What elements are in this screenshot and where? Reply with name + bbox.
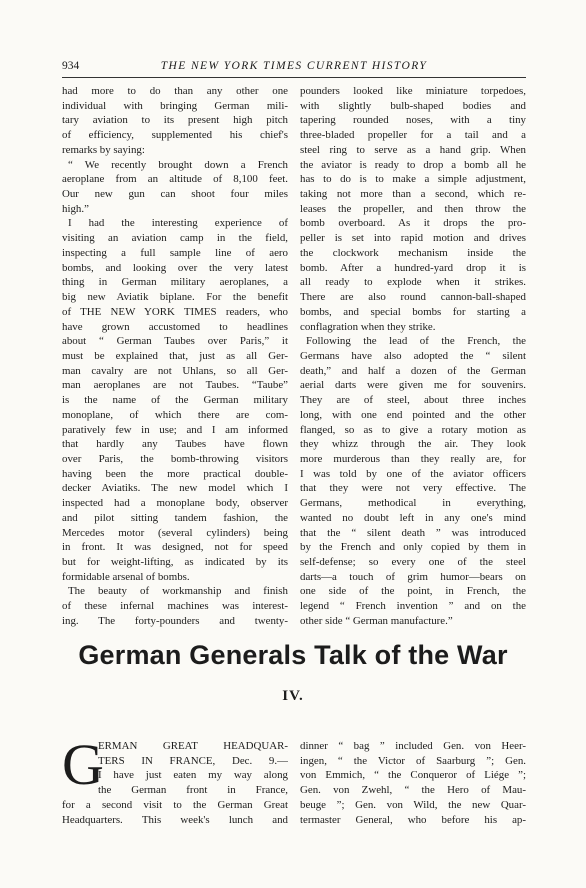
text-line: must be explained that, just as all Ger- bbox=[62, 349, 288, 362]
text-line: termaster General, who before his ap- bbox=[300, 813, 526, 826]
text-line: one side of the point, in French, the bbox=[300, 585, 526, 598]
text-line: is the name of the German military bbox=[62, 394, 288, 407]
text-line: Germans, methodical in everything, bbox=[300, 497, 526, 510]
text-line: pounders looked like miniature torpedoes, bbox=[300, 85, 526, 97]
text-line: death,” and half a dozen of the German bbox=[300, 364, 526, 377]
text-line: for a second visit to the German Great bbox=[62, 798, 288, 811]
running-head bbox=[62, 58, 526, 74]
text-line: that they were not very effective. The bbox=[300, 482, 526, 495]
left-column bbox=[62, 84, 288, 629]
text-line: thing in German military aeroplanes, a bbox=[62, 276, 288, 289]
text-line: legend “ French invention ” and on the bbox=[300, 600, 526, 613]
text-line: von Emmich, “ the Conqueror of Liége ”; bbox=[300, 769, 526, 782]
article-headline: German Generals Talk of the War bbox=[78, 640, 508, 670]
text-line: taking not more than a second, which re- bbox=[300, 188, 526, 201]
text-line: all ready to explode when it strikes. bbox=[300, 276, 526, 289]
page-number: 934 bbox=[62, 60, 80, 72]
text-line: monoplane, of which there are com- bbox=[62, 408, 288, 421]
text-line: that hardly any Taubes have flown bbox=[62, 438, 288, 451]
text-line: paratively few in use; and I am informed bbox=[62, 423, 288, 436]
text-line: flanged, so as to give a rotary motion as bbox=[300, 423, 526, 436]
text-line: inspected had a monoplane body, observer bbox=[62, 497, 288, 510]
text-line: bomb. After a hundred-yard drop it is bbox=[300, 261, 526, 274]
text-line: of these infernal machines was interest- bbox=[62, 600, 288, 613]
text-line: There are also round cannon-ball-shaped bbox=[300, 291, 526, 304]
text-line: man cavalry are not Uhlans, so all Ger- bbox=[62, 364, 288, 377]
text-line: of efficiency, supplemented his chief's bbox=[62, 129, 288, 142]
journal-title: THE NEW YORK TIMES CURRENT HISTORY bbox=[160, 60, 428, 72]
text-line: Following the lead of the French, the bbox=[306, 335, 526, 348]
text-line: formidable arsenal of bombs. bbox=[62, 570, 190, 583]
text-line: high.” bbox=[62, 202, 89, 215]
text-line: Our new gun can shoot four miles bbox=[62, 188, 288, 201]
article-continuation-lines bbox=[62, 798, 288, 827]
text-line: visiting an aviation camp in the field, bbox=[62, 232, 288, 245]
text-line: man aeroplanes are not Taubes. “Taube” bbox=[62, 379, 288, 392]
text-line: peller is set into rapid motion and drives bbox=[300, 232, 526, 245]
text-line: the aviator is ready to drop a bomb all he bbox=[300, 158, 526, 171]
article-right-column bbox=[300, 739, 526, 827]
text-line: beuge ”; Gen. von Wild, the new Quar- bbox=[300, 798, 526, 811]
text-line: Gen. von Zwehl, “ the Hero of Mau- bbox=[300, 784, 526, 797]
text-line: TERS IN FRANCE, Dec. 9.— bbox=[98, 754, 288, 767]
text-line: but for weight-lifting, as indicated by its bbox=[62, 556, 288, 568]
drop-cap: G bbox=[62, 732, 104, 797]
text-line: dinner “ bag ” included Gen. von Heer- bbox=[300, 740, 526, 752]
text-line: three-bladed propeller for a tail and a bbox=[300, 129, 526, 142]
text-line: aeroplane from an altitude of 8,100 feet. bbox=[62, 173, 288, 186]
text-line: of THE NEW YORK TIMES readers, who bbox=[62, 305, 288, 318]
text-line: darts—a touch of grim humor—bears on bbox=[300, 570, 526, 583]
text-line: bombs, and looking over the very latest bbox=[62, 261, 288, 274]
text-line: steel ring to serve as a hand grip. When bbox=[300, 143, 526, 156]
text-line: Headquarters. This week's lunch and bbox=[62, 813, 288, 826]
text-line: and pilot sitting tandem fashion, the bbox=[62, 511, 288, 524]
text-line: I had the interesting experience of bbox=[68, 217, 288, 230]
text-line: big new Aviatik biplane. For the benefit bbox=[62, 291, 288, 304]
text-line: “ We recently brought down a French bbox=[68, 158, 288, 171]
text-line: aerial darts were given me for souvenirs. bbox=[300, 379, 526, 392]
header-rule bbox=[62, 77, 526, 78]
text-line: I was told by one of the aviator officers bbox=[300, 467, 526, 480]
text-line: Germans have also adopted the “ silent bbox=[300, 349, 526, 362]
text-line: They are of steel, about three inches bbox=[300, 394, 526, 407]
text-line: in front. It was designed, not for speed bbox=[62, 541, 288, 554]
text-line: inspecting a full sample line of aero bbox=[62, 246, 288, 259]
text-line: has to do is to make a simple adjustment, bbox=[300, 173, 526, 186]
text-line: they whizz through the air. They look bbox=[300, 438, 526, 451]
text-line: The beauty of workmanship and finish bbox=[68, 585, 288, 598]
text-line: with slightly bulb-shaped bodies and bbox=[300, 99, 526, 112]
text-line: decker Aviatiks. The new model which I bbox=[62, 482, 288, 495]
text-line: long, with one end pointed and the other bbox=[300, 408, 526, 421]
text-line: more murderous than they really are, for bbox=[300, 452, 526, 465]
text-line: I have just eaten my way along bbox=[98, 769, 288, 782]
text-line: conflagration when they strike. bbox=[300, 320, 436, 333]
text-line: over Paris, the bomb-throwing visitors bbox=[62, 452, 288, 465]
text-line: the clockwork mechanism inside the bbox=[300, 246, 526, 259]
text-line: Mercedes motor (several cylinders) being bbox=[62, 526, 288, 539]
text-line: ingen, “ the Victor of Saarburg ”; Gen. bbox=[300, 754, 526, 767]
text-line: by the French and only copied by them in bbox=[300, 541, 526, 554]
text-line: self-defense; so every one of the steel bbox=[300, 556, 526, 568]
text-line: wanted no doubt left in any one's mind bbox=[300, 511, 526, 524]
text-line: having been the more practical double- bbox=[62, 467, 288, 480]
text-line: that the “ silent death ” was introduced bbox=[300, 526, 526, 539]
text-line: had more to do than any other one bbox=[62, 85, 288, 97]
text-line: the German front in France, bbox=[98, 784, 288, 797]
right-column bbox=[300, 84, 526, 629]
text-line: ing. The forty-pounders and twenty- bbox=[62, 614, 288, 627]
article-left-column bbox=[62, 732, 288, 827]
text-line: remarks by saying: bbox=[62, 143, 145, 156]
text-line: individual with bringing German mili- bbox=[62, 99, 288, 112]
text-line: bombs, and special bombs for starting a bbox=[300, 305, 526, 318]
text-line: other side “ German manufacture.” bbox=[300, 614, 453, 627]
text-line: bomb overboard. As it drops the pro- bbox=[300, 217, 526, 230]
part-number: IV. bbox=[282, 688, 304, 704]
text-line: have grown accustomed to headlines bbox=[62, 320, 288, 333]
text-line: leases the propeller, and then throw the bbox=[300, 202, 526, 215]
text-line: tapering rounded noses, with a tiny bbox=[300, 114, 526, 127]
text-line: ERMAN GREAT HEADQUAR- bbox=[98, 740, 288, 752]
text-line: tary aviation to its present high pitch bbox=[62, 114, 288, 127]
article-opening-lines bbox=[98, 739, 288, 798]
text-line: about “ German Taubes over Paris,” it bbox=[62, 335, 288, 348]
